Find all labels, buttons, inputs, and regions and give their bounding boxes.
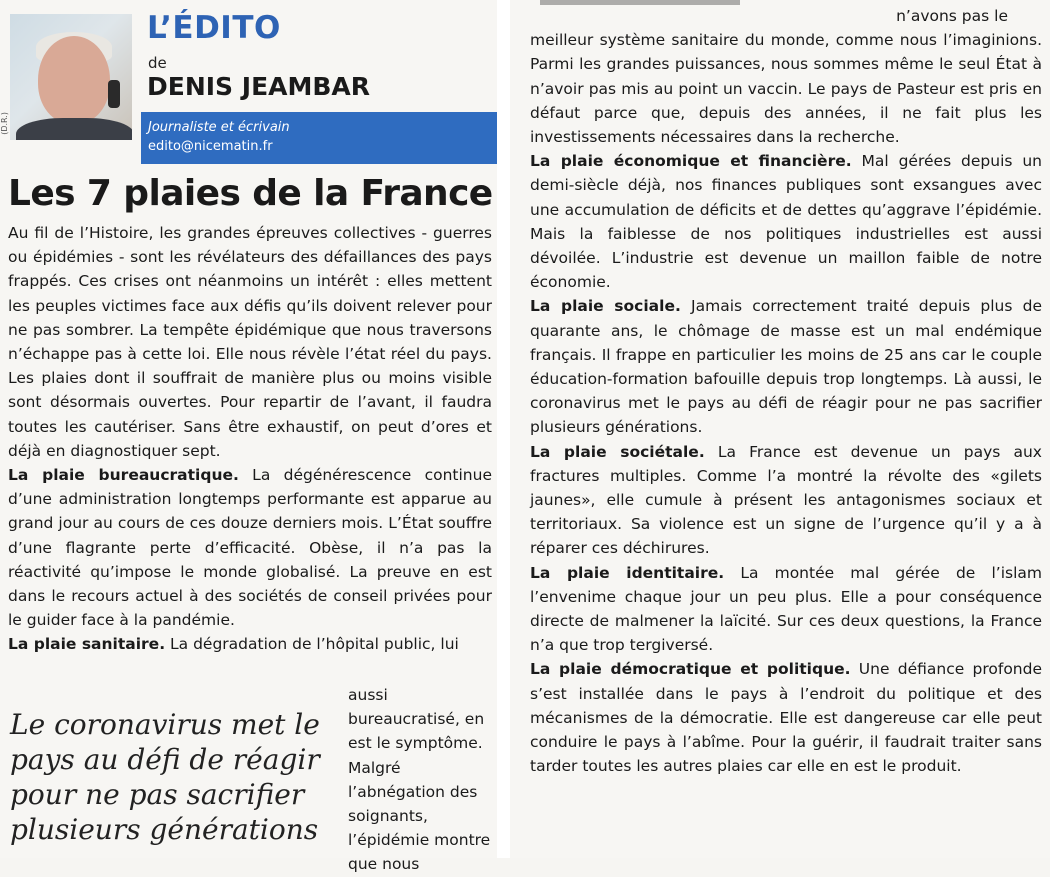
- section-text: Jamais correctement traité depuis plus de quarante ans, le chômage de masse est un mal endémique français. Il frappe en particulier les moins de 25 ans car le couple éducation-formation bafouille depuis trop longtemps. Là aussi, le coronavirus met le pays au défi de réagir pour ne pas sacrifier plusieurs générations.: [530, 297, 1042, 437]
- section-heading: La plaie démocratique et politique.: [530, 660, 851, 679]
- section-sanitaire-narrow: aussi bureaucratisé, en est le symptôme. Malgré l’abnégation des soignants, l’épidémie montre que nous: [348, 686, 491, 874]
- article-body-right: [530, 4, 1042, 779]
- section-text: Mal gérées depuis un demi-siècle déjà, nos finances publiques sont exsangues avec une accumulation de déficits et de dettes qu’aggrave l’épidémie. Mais la faiblesse de nos politiques industrielles est aussi dévoilée. L’industrie est devenue un maillon faible de notre économie.: [530, 152, 1042, 292]
- by-label: de: [148, 54, 167, 72]
- section-text: La dégénérescence continue d’une administration longtemps performante est apparue au grand jour au cours de ces douze derniers mois. L’État souffre d’une flagrante perte d’efficacité. Obèse, il n’a pas la réactivité qu’impose le monde globalisé. La preuve en est dans le recours actuel à des sociétés de conseil privées pour le guider face à la pandémie.: [8, 466, 492, 630]
- section-heading: La plaie sociétale.: [530, 442, 705, 461]
- author-email[interactable]: edito@nicematin.fr: [148, 139, 273, 154]
- section-societale: [530, 440, 1042, 561]
- article-headline: Les 7 plaies de la France: [8, 173, 493, 214]
- sanitaire-continued-rest: meilleur système sanitaire du monde, comme nous l’imaginions. Parmi les grandes puissances, nous sommes même le seul État à n’avoir pas mis au point un vaccin. Le pays de Pasteur est pris en défaut parce que, depuis des années, il ne fait plus les investissements nécessaires dans la recherche.: [530, 31, 1042, 147]
- section-text: La dégradation de l’hôpital public, lui: [165, 635, 459, 654]
- author-photo: [10, 14, 132, 140]
- author-role: Journaliste et écrivain: [148, 120, 290, 135]
- section-text: La montée mal gérée de l’islam l’envenime chaque jour un peu plus. Elle a pour conséquence directe de malmener la laïcité. Sur ces deux questions, la France n’a que trop tergiversé.: [530, 563, 1043, 655]
- section-heading: La plaie sanitaire.: [8, 635, 166, 654]
- section-democratique: [530, 657, 1042, 778]
- section-text: Une défiance profonde s’est installée dans le pays à l’endroit du politique et des mécanismes de la démocratie. Elle est dangereuse car elle peut conduire le pays à l’abîme. Pour la guérir, il faudrait traiter sans tarder toutes les autres plaies car elle en est le produit.: [530, 660, 1042, 776]
- section-heading: La plaie identitaire.: [530, 563, 725, 582]
- section-text: La France est devenue un pays aux fractures multiples. Comme l’a montré la révolte des «gilets jaunes», elle cumule à présent les antagonismes sociaux et territoriaux. Sa violence est un signe de l’urgence qu’il y a à réparer ces déchirures.: [530, 442, 1042, 558]
- photo-shirt: [16, 118, 132, 140]
- sanitaire-continued-first: n’avons pas le: [896, 7, 1008, 25]
- edito-header: [0, 0, 497, 175]
- phone-icon: [108, 80, 120, 108]
- section-heading: La plaie bureaucratique.: [8, 466, 239, 485]
- pull-quote: Le coronavirus met le pays au défi de réagir pour ne pas sacrifier plusieurs générations: [10, 708, 320, 846]
- photo-credit: (D.R.): [0, 112, 9, 135]
- section-heading: La plaie sociale.: [530, 297, 681, 316]
- article-body-left: [8, 221, 492, 657]
- intro-paragraph: Au fil de l’Histoire, les grandes épreuves collectives - guerres ou épidémies - sont les révélateurs des défaillances des pays frappés. Ces crises ont néanmoins un intérêt : elles mettent les peuples victimes face aux défis qu’ils doivent relever pour ne pas sombrer. La tempête épidémique que nous traversons n’échappe pas à cette loi. Elle nous révèle l’état réel du pays. Les plaies dont il souffrait de manière plus ou moins visible sont désormais ouvertes. Pour repartir de l’avant, il faudra toutes les cautériser. Sans être exhaustif, on peut d’ores et déjà en diagnostiquer sept.: [8, 224, 492, 460]
- section-sanitaire-start: [8, 632, 492, 656]
- photo-face: [38, 36, 110, 124]
- section-heading: La plaie économique et financière.: [530, 152, 852, 171]
- column-gutter: [497, 0, 510, 858]
- author-name: DENIS JEAMBAR: [147, 72, 371, 101]
- section-economique: [530, 149, 1042, 294]
- section-identitaire: [530, 561, 1042, 658]
- section-sociale: [530, 294, 1042, 439]
- section-title: L’ÉDITO: [147, 10, 281, 46]
- sanitaire-continued: [530, 4, 1042, 149]
- section-bureaucratique: [8, 463, 492, 632]
